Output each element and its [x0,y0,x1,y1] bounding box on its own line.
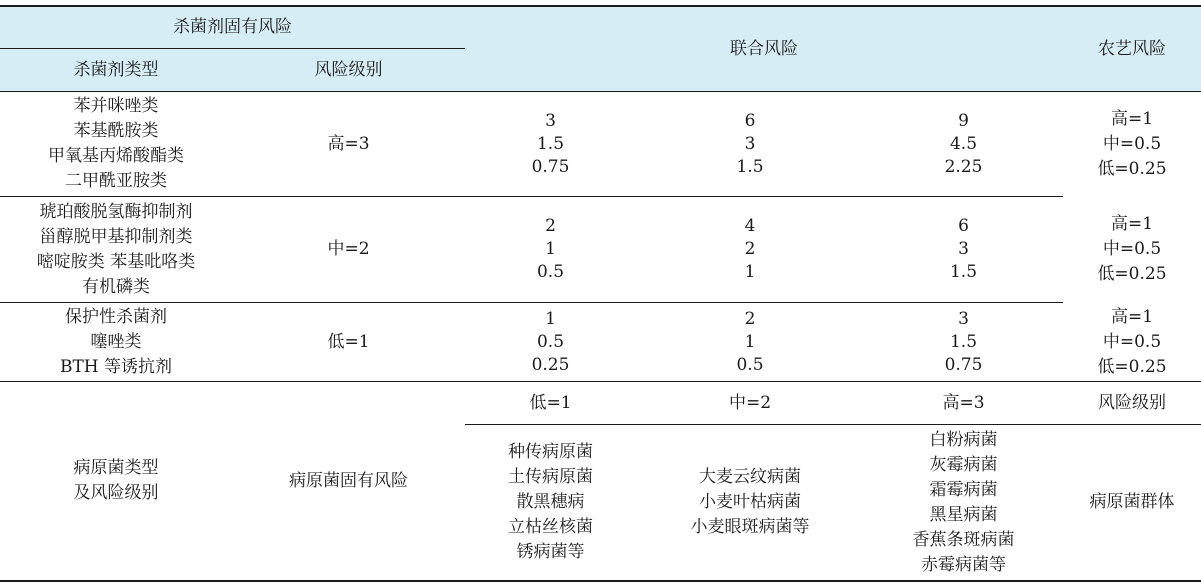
row1-combined-high [864,92,1063,196]
table-bottom-rule [0,580,1201,582]
row1-agronomic-risk [1063,92,1201,196]
row3-high-value-3: 0.75 [944,354,983,375]
pathogen-level-high-label: 高=3 [942,392,985,413]
pathogen-inherent-risk [232,382,465,580]
pathogen-mid-item-3: 小麦眼斑病菌等 [690,517,810,537]
pathogen-low-item-3: 散黑穗病 [516,492,585,512]
pathogen-low-item-2: 土传病原菌 [508,467,593,487]
pathogen-population-label: 病原菌群体 [1089,492,1175,512]
row3-agronomic-risk [1063,303,1201,381]
row1-type-2: 苯基酰胺类 [73,121,159,141]
pathogen-high-item-4: 黑星病菌 [929,504,998,525]
row2-mid-value-3: 1 [744,262,756,282]
row2-low-value-3: 0.5 [536,262,565,282]
row3-low-value-3: 0.25 [531,354,570,375]
row3-combined-mid [636,303,864,381]
row1-low-value-3: 0.75 [531,156,570,177]
row1-low-value-1: 3 [545,110,556,131]
row3-low-value-2: 0.5 [536,331,565,352]
row1-mid-value-2: 3 [744,133,756,154]
header-agronomic-risk-label: 农艺风险 [1098,38,1166,59]
row2-combined-low [465,197,636,302]
row1-agro-value-3: 低=0.25 [1097,158,1167,179]
row3-low-value-1: 1 [545,308,556,329]
pathogen-risk-level-label: 风险级别 [1098,392,1166,413]
pathogen-low-item-5: 锈病菌等 [516,542,585,562]
row2-risk-level-value: 中=2 [327,239,370,259]
row2-type-3: 嘧啶胺类 苯基吡咯类 [36,251,196,272]
row1-high-value-1: 9 [958,110,969,131]
pathogen-mid-list [636,425,864,580]
row1-high-value-3: 2.25 [944,156,983,177]
row1-combined-mid [636,92,864,196]
row3-fungicide-types [0,303,232,381]
pathogen-level-low-label: 低=1 [529,392,572,413]
row1-fungicide-types [0,92,232,196]
pathogen-low-item-4: 立枯丝核菌 [508,517,593,537]
pathogen-type-label-1: 病原菌类型 [73,458,159,478]
row1-type-3: 甲氧基丙烯酸酯类 [48,146,184,166]
pathogen-high-item-3: 霜霉病菌 [929,479,998,500]
row2-combined-high [864,197,1063,302]
row2-type-4: 有机磷类 [82,276,150,297]
pathogen-mid-item-1: 大麦云纹病菌 [699,467,801,487]
pathogen-level-mid-label: 中=2 [728,392,772,413]
row1-mid-value-3: 1.5 [736,156,764,177]
header-risk-level [232,49,465,91]
row2-risk-level [232,197,465,302]
row3-high-value-2: 1.5 [949,331,978,352]
pathogen-type-and-level [0,382,232,580]
header-fungicide-type [0,49,232,91]
header-risk-level-label: 风险级别 [314,59,383,80]
row3-risk-level-value: 低=1 [327,331,370,352]
pathogen-mid-item-2: 小麦叶枯病菌 [699,492,801,512]
row3-type-3: BTH 等诱抗剂 [59,356,173,377]
row2-agronomic-risk [1063,197,1201,302]
pathogen-low-list [465,425,636,580]
pathogen-low-item-1: 种传病原菌 [508,442,593,462]
pathogen-high-item-6: 赤霉病菌等 [921,554,1006,575]
pathogen-risk-level [1063,382,1201,424]
pathogen-high-item-2: 灰霉病菌 [929,454,998,475]
row2-type-1: 琥珀酸脱氢酶抑制剂 [39,201,193,222]
row2-agro-value-2: 中=0.5 [1102,239,1162,259]
row3-high-value-1: 3 [958,308,969,329]
row2-high-value-3: 1.5 [949,262,978,282]
row1-type-4: 二甲酰亚胺类 [65,171,167,191]
row2-mid-value-2: 2 [744,239,756,259]
row1-type-1: 苯并咪唑类 [73,96,159,116]
row3-agro-value-3: 低=0.25 [1097,356,1167,377]
row2-mid-value-1: 4 [744,216,756,236]
row1-low-value-2: 1.5 [536,133,565,154]
row3-mid-value-3: 0.5 [736,354,764,375]
row3-mid-value-1: 2 [744,308,756,329]
pathogen-population [1063,425,1201,580]
row3-agro-value-1: 高=1 [1110,306,1154,327]
row3-type-2: 噻唑类 [90,331,142,352]
row2-high-value-2: 3 [958,239,969,259]
row3-combined-low [465,303,636,381]
pathogen-type-label-2: 及风险级别 [73,483,159,503]
row1-agro-value-1: 高=1 [1110,108,1154,129]
pathogen-level-mid [636,382,864,424]
header-agronomic-risk [1063,7,1201,91]
header-fungicide-inherent-risk-label: 杀菌剂固有风险 [173,17,292,37]
header-fungicide-type-label: 杀菌剂类型 [73,59,159,80]
row3-mid-value-2: 1 [744,331,756,352]
row3-agro-value-2: 中=0.5 [1102,331,1162,352]
pathogen-inherent-risk-label: 病原菌固有风险 [289,470,408,491]
pathogen-level-low [465,382,636,424]
row1-risk-level-value: 高=3 [327,133,370,154]
row2-agro-value-3: 低=0.25 [1097,264,1167,284]
row2-high-value-1: 6 [958,216,969,236]
row1-risk-level [232,92,465,196]
row2-combined-mid [636,197,864,302]
row2-low-value-1: 2 [545,216,556,236]
row3-risk-level [232,303,465,381]
row2-low-value-2: 1 [545,239,556,259]
row3-combined-high [864,303,1063,381]
row1-mid-value-1: 6 [744,110,756,131]
row2-agro-value-1: 高=1 [1110,214,1154,234]
pathogen-high-list [864,425,1063,580]
row1-combined-low [465,92,636,196]
pathogen-high-item-1: 白粉病菌 [929,429,998,450]
row2-type-2: 甾醇脱甲基抑制剂类 [39,226,193,247]
header-combined-risk-label: 联合风险 [730,38,798,59]
row3-type-1: 保护性杀菌剂 [65,306,167,327]
row1-high-value-2: 4.5 [949,133,978,154]
header-combined-risk [465,7,1063,91]
pathogen-high-item-5: 香蕉条斑病菌 [912,529,1015,550]
pathogen-level-high [864,382,1063,424]
header-fungicide-inherent-risk [0,7,465,48]
row1-agro-value-2: 中=0.5 [1102,133,1162,154]
row2-fungicide-types [0,197,232,302]
